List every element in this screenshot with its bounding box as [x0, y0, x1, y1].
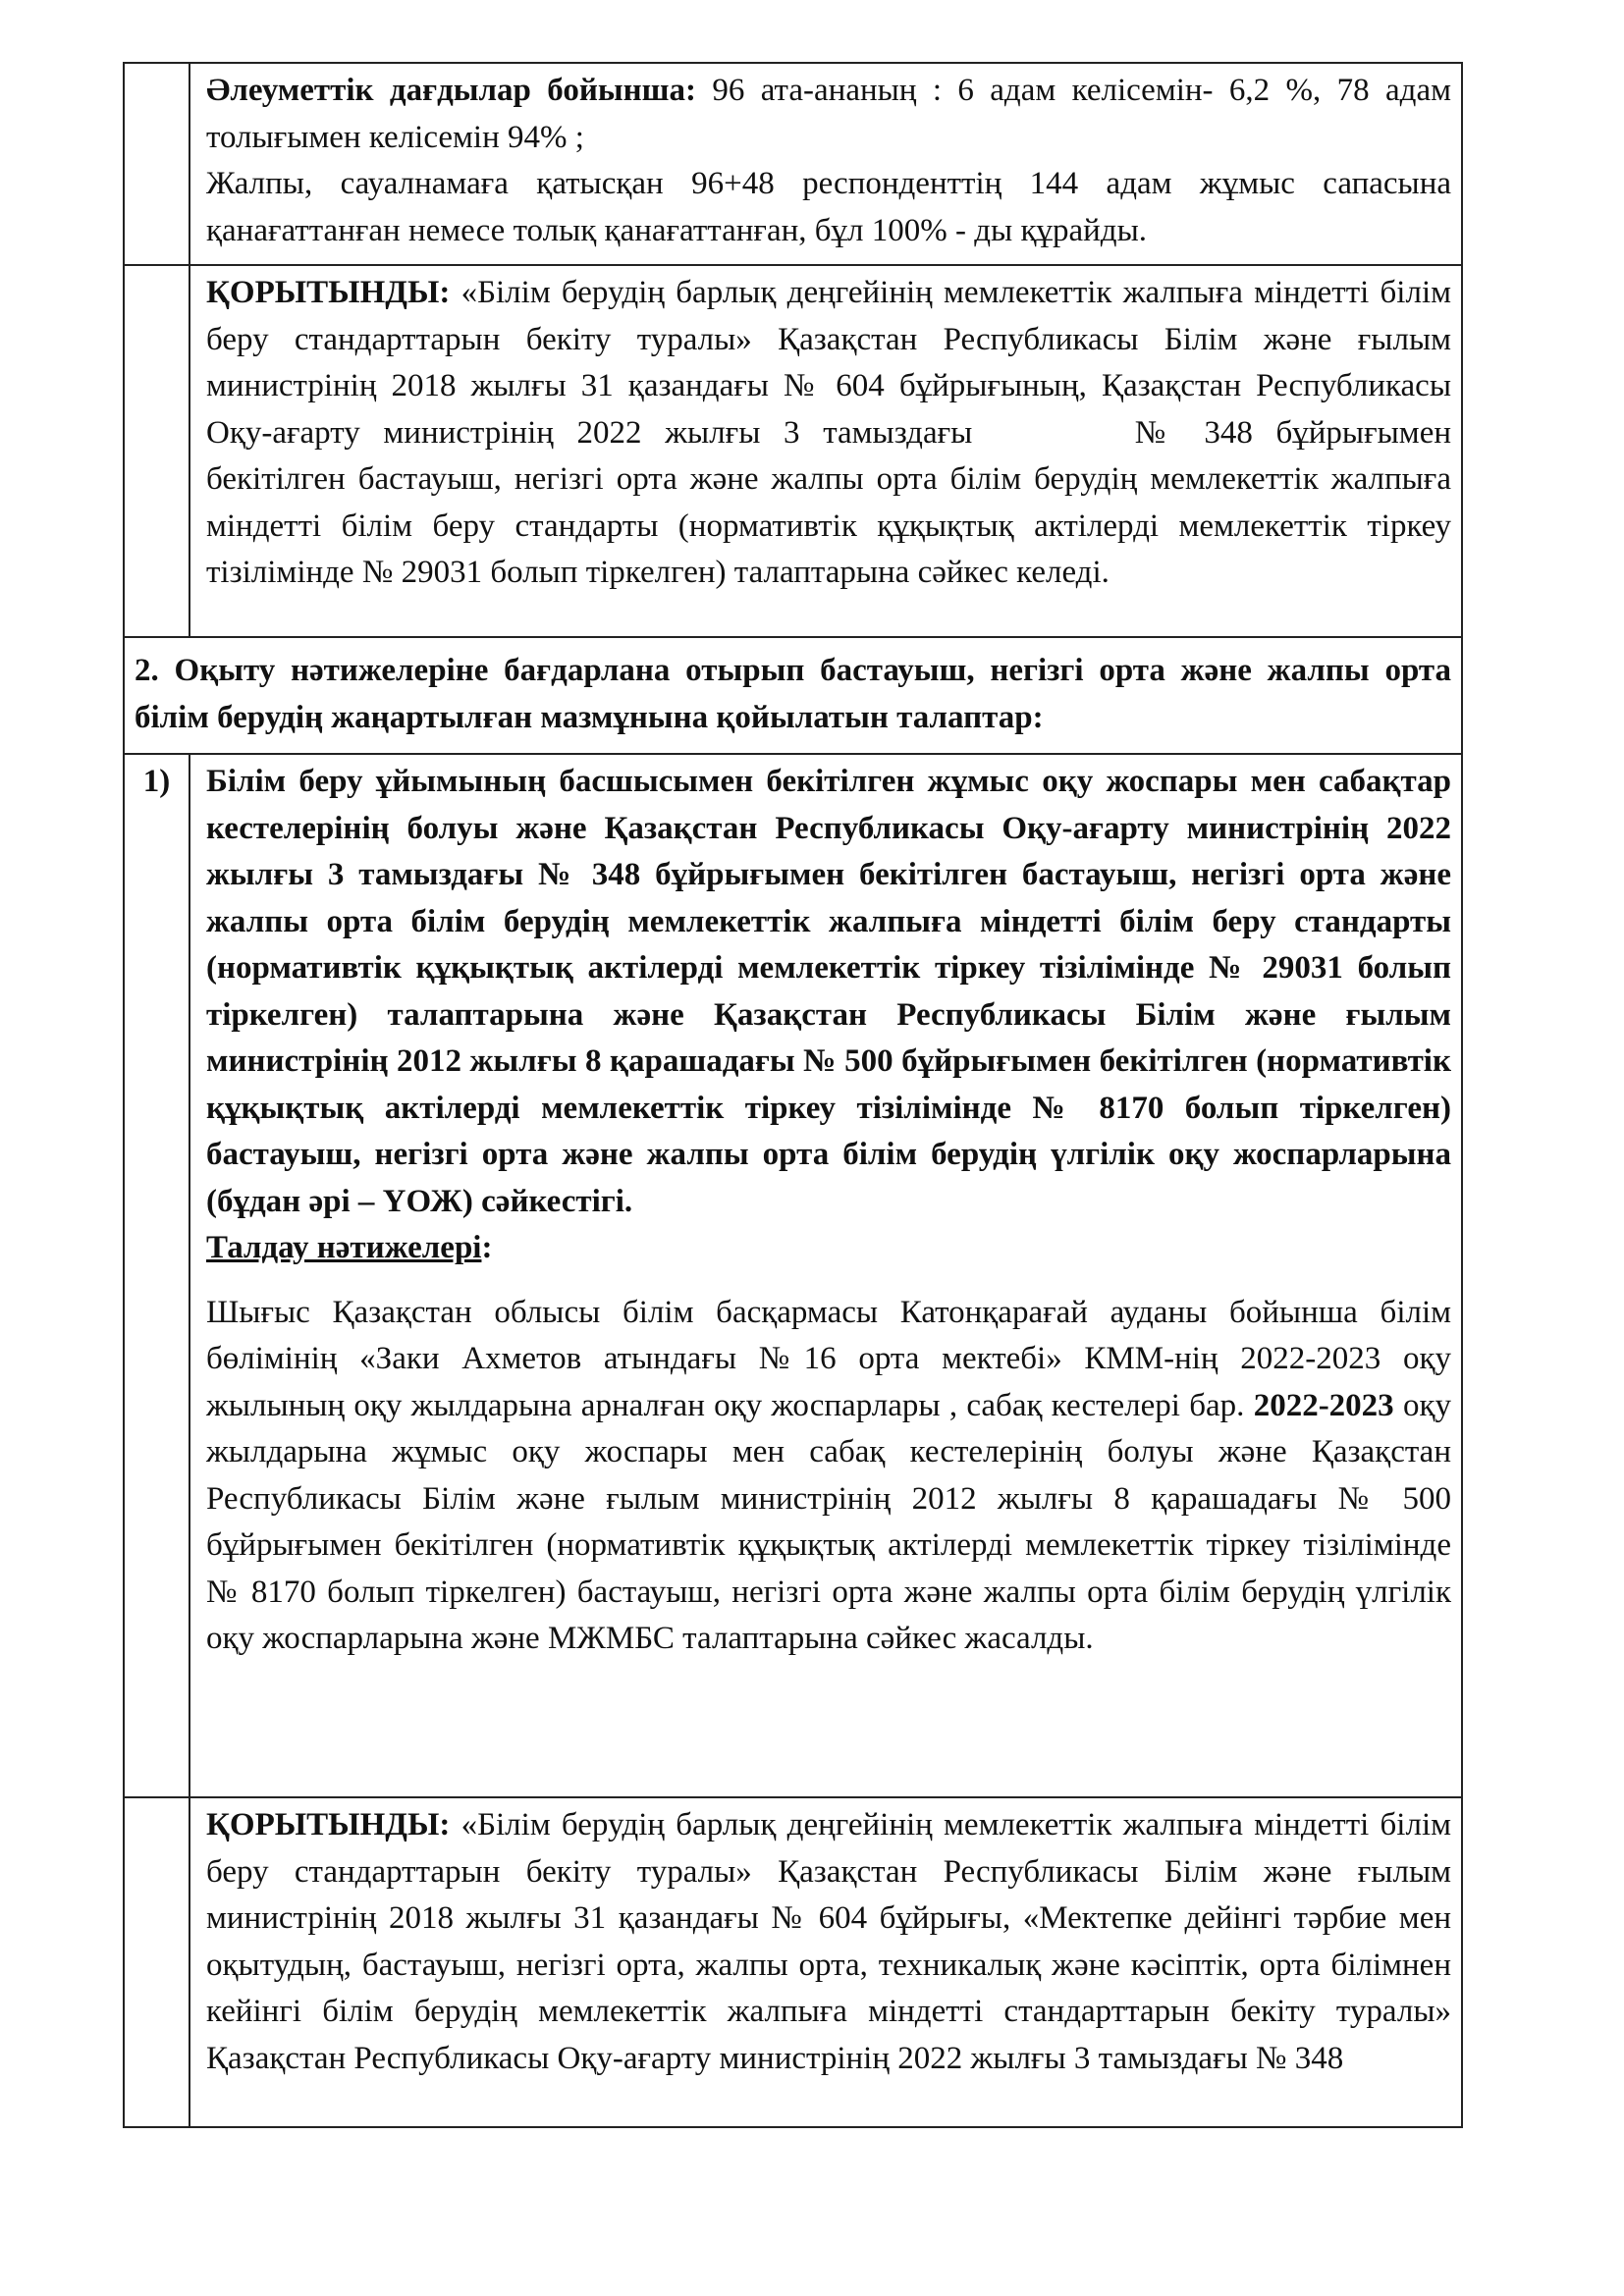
table-row — [124, 265, 1462, 637]
analysis-text-b: оқу жылдарына жұмыс оқу жоспары мен сабақ кестелерінің болуы және Қазақстан Республикасы Білім және ғылым министрінің 2012 жылғы 8 қарашадағы № 500 бұйрығымен бекітілген (нормативтік құқықтық актілерді мемлекеттік тіркеу тізілімінде № 8170 болып тіркелген) бастауыш, негізгі орта және жалпы орта білім берудің үлгілік оқу жоспарларына және МЖМБС талаптарына сәйкес жасалды. — [206, 1387, 1451, 1656]
section-heading-cell — [124, 637, 1462, 754]
analysis-label: Талдау нәтижелері — [206, 1230, 482, 1265]
table-row — [124, 1797, 1462, 2127]
row-number-cell — [124, 265, 189, 637]
conclusion-text: «Білім берудің барлық деңгейінің мемлекеттік жалпыға міндетті білім беру стандарттарын бекіту туралы» Қазақстан Республикасы Білім және ғылым министрінің 2018 жылғы 31 қазандағы № 604 бұйрығы, «Мектепке дейінгі тәрбие мен оқытудың, бастауыш, негізгі орта, жалпы орта, техникалық және кәсіптік, орта білімнен кейінгі білім берудің мемлекеттік жалпыға міндетті стандарттарын бекіту туралы» Қазақстан Республикасы Оқу-ағарту министрінің 2022 жылғы 3 тамыздағы № 348 — [206, 1807, 1451, 2076]
table-row — [124, 754, 1462, 1797]
social-skills-paragraph — [206, 68, 1451, 161]
academic-year: 2022-2023 — [1253, 1387, 1394, 1423]
analysis-text-a: Шығыс Қазақстан облысы білім басқармасы Катонқарағай ауданы бойынша білім бөлімінің «Заки Ахметов атындағы №16 орта мектебі» КММ-нің 2022-2023 оқу жылының оқу жылдарына арналған оқу жоспарлары , сабақ кестелері бар. — [206, 1294, 1451, 1423]
table-row — [124, 637, 1462, 754]
row-number-cell — [124, 1797, 189, 2127]
analysis-paragraph — [206, 1290, 1451, 1663]
analysis-heading: Талдау нәтижелері: — [206, 1230, 493, 1265]
requirement-cell — [189, 754, 1462, 1797]
conclusion-cell — [189, 265, 1462, 637]
table-row — [124, 63, 1462, 265]
conclusion-paragraph — [206, 1802, 1451, 2082]
requirement-heading: Білім беру ұйымының басшысымен бекітілген жұмыс оқу жоспары мен сабақтар кестелерінің болуы және Қазақстан Республикасы Оқу-ағарту министрінің 2022 жылғы 3 тамыздағы № 348 бұйрығымен бекітілген бастауыш, негізгі орта және жалпы орта білім берудің мемлекеттік жалпыға міндетті білім беру стандарты (нормативтік құқықтық актілерді мемлекеттік тіркеу тізілімінде № 29031 болып тіркелген) талаптарына және Қазақстан Республикасы Білім және ғылым министрінің 2012 жылғы 8 қарашадағы № 500 бұйрығымен бекітілген (нормативтік құқықтық актілерді мемлекеттік тіркеу тізілімінде № 8170 болып тіркелген) бастауыш, негізгі орта және жалпы орта білім берудің үлгілік оқу жоспарларына (бұдан әрі – ҮОЖ) сәйкестігі. — [206, 764, 1451, 1219]
conclusion-text-a: «Білім берудің барлық деңгейінің мемлекеттік жалпыға міндетті білім беру стандарттарын бекіту туралы» Қазақстан Республикасы Білім және ғылым министрінің 2018 жылғы 31 қазандағы № 604 бұйрығының, Қазақстан Республикасы Оқу-ағарту министрінің 2022 жылғы 3 тамыздағы — [206, 275, 1451, 451]
row-number-cell — [124, 63, 189, 265]
conclusion-label: ҚОРЫТЫНДЫ: — [206, 1807, 451, 1842]
assessment-table — [123, 62, 1463, 2128]
conclusion-cell — [189, 1797, 1462, 2127]
item-number: 1) — [124, 754, 189, 1797]
conclusion-label: ҚОРЫТЫНДЫ: — [206, 275, 451, 310]
social-skills-label: Әлеуметтік дағдылар бойынша: — [206, 73, 696, 108]
social-skills-result: 96 ата-ананың : 6 адам келісемін- 6,2 %, 78 адам толығымен келісемін 94% ; — [206, 73, 1451, 155]
conclusion-text-b: № 348 бұйрығымен бекітілген бастауыш, негізгі орта және жалпы орта білім берудің мемлекеттік жалпыға міндетті білім беру стандарты (нормативтік құқықтық актілерді мемлекеттік тіркеу тізілімінде № 29031 болып тіркелген) талаптарына сәйкес келеді. — [206, 414, 1451, 590]
conclusion-paragraph — [206, 270, 1451, 597]
survey-summary: Жалпы, сауалнамаға қатысқан 96+48 респонденттің 144 адам жұмыс сапасына қанағаттанған немесе толық қанағаттанған, бұл 100% - ды құрайды. — [206, 166, 1451, 248]
social-skills-cell — [189, 63, 1462, 265]
section-heading: 2. Оқыту нәтижелеріне бағдарлана отырып бастауыш, негізгі орта және жалпы орта білім берудің жаңартылған мазмұнына қойылатын талаптар: — [135, 653, 1451, 735]
